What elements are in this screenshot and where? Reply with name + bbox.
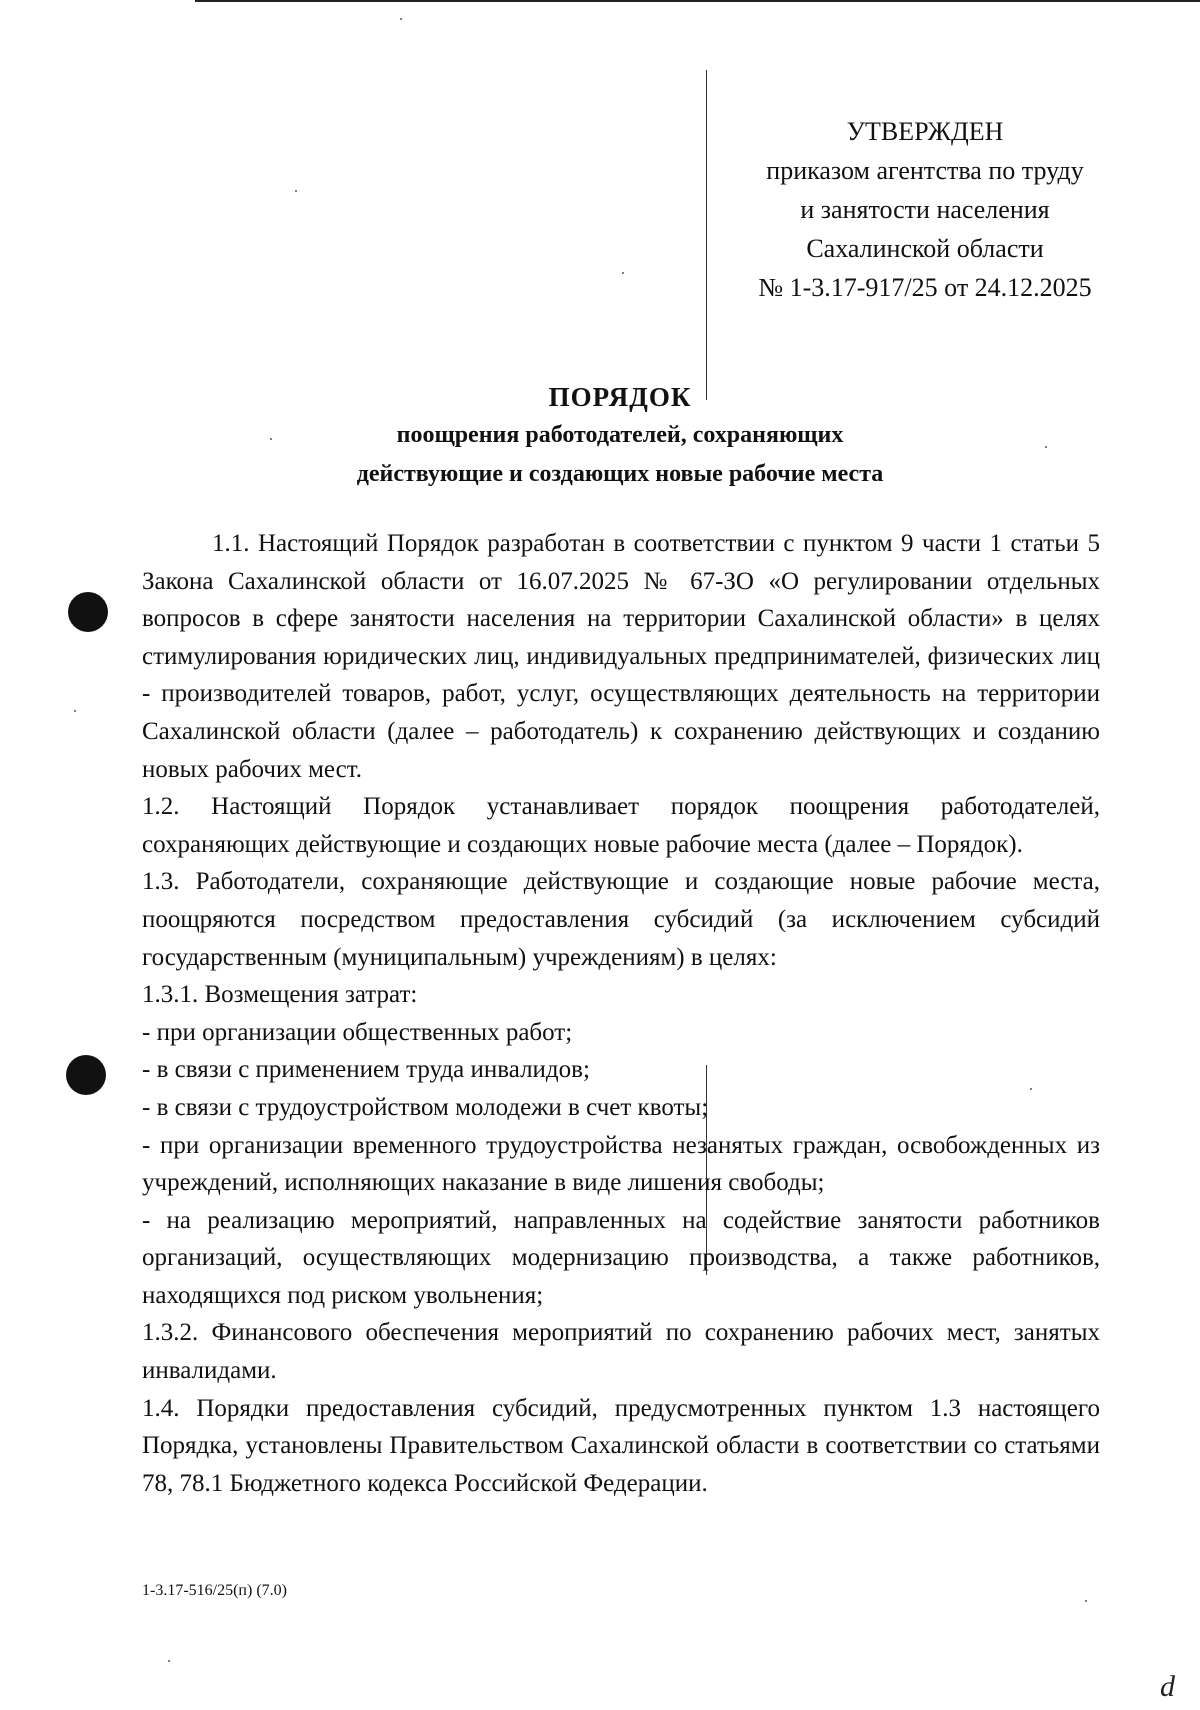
- document-code: 1-3.17-516/25(п) (7.0): [142, 1582, 287, 1599]
- list-item: - в связи с трудоустройством молодежи в счет квоты;: [142, 1093, 709, 1121]
- scan-speck: [295, 190, 297, 192]
- list-item: - на реализацию мероприятий, направленных на содействие занятости работников организаций, осуществляющих модернизацию производства, а также работников, находящихся под риском увольнения;: [142, 1206, 1100, 1309]
- paragraph-1-1: 1.1. Настоящий Порядок разработан в соответствии с пунктом 9 части 1 статьи 5 Закона Сахалинской области от 16.07.2025 № 67-ЗО «О регулировании отдельных вопросов в сфере занятости населения на территории Сахалинской области» в целях стимулирования юридических лиц, индивидуальных предпринимателей, физических лиц - производителей товаров, работ, услуг, осуществляющих деятельность на территории Сахалинской области (далее – работодатель) к сохранению действующих и созданию новых рабочих мест.: [142, 530, 1100, 783]
- scan-speck: [1085, 1600, 1087, 1602]
- list-item: - при организации общественных работ;: [142, 1018, 573, 1046]
- paragraph-1-4: 1.4. Порядки предоставления субсидий, предусмотренных пунктом 1.3 настоящего Порядка, установлены Правительством Сахалинской области в соответствии со статьями 78, 78.1 Бюджетного кодекса Российской Федерации.: [142, 1394, 1100, 1497]
- list-item: - в связи с применением труда инвалидов;: [142, 1056, 590, 1084]
- paragraph-1-3: 1.3. Работодатели, сохраняющие действующие и создающие новые рабочие места, поощряются посредством предоставления субсидий (за исключением субсидий государственным (муниципальным) учреждениям) в целях:: [142, 868, 1100, 971]
- scan-speck: [168, 1660, 170, 1662]
- approval-line: УТВЕРЖДЕН: [846, 117, 1004, 146]
- scan-speck: [400, 18, 402, 20]
- approval-line: Сахалинской области: [806, 234, 1044, 263]
- approval-line: приказом агентства по труду: [766, 156, 1084, 185]
- scan-speck: [622, 272, 624, 274]
- approval-block: [700, 112, 1150, 307]
- list-item: - при организации временного трудоустройства незанятых граждан, освобожденных из учреждений, исполняющих наказание в виде лишения свободы;: [142, 1131, 1100, 1197]
- punch-hole: [68, 592, 108, 632]
- punch-hole: [66, 1055, 106, 1095]
- scan-speck: [74, 710, 76, 712]
- title-main: ПОРЯДОК: [548, 382, 692, 412]
- paragraph-1-3-1: 1.3.1. Возмещения затрат:: [142, 981, 418, 1009]
- title-subline: действующие и создающих новые рабочие места: [356, 461, 884, 487]
- document-body: [142, 525, 1100, 1502]
- handwritten-mark: d: [1160, 1670, 1175, 1703]
- approval-line: и занятости населения: [800, 195, 1050, 224]
- title-subline: поощрения работодателей, сохраняющих: [396, 422, 844, 448]
- paragraph-1-3-2: 1.3.2. Финансового обеспечения мероприятий по сохранению рабочих мест, занятых инвалидами.: [142, 1319, 1100, 1385]
- paragraph-1-2: 1.2. Настоящий Порядок устанавливает порядок поощрения работодателей, сохраняющих действующие и создающих новые рабочие места (далее – Порядок).: [142, 793, 1100, 858]
- document-title: [140, 378, 1100, 494]
- approval-line: № 1-3.17-917/25 от 24.12.2025: [758, 273, 1092, 302]
- scan-top-edge: [195, 0, 1200, 2]
